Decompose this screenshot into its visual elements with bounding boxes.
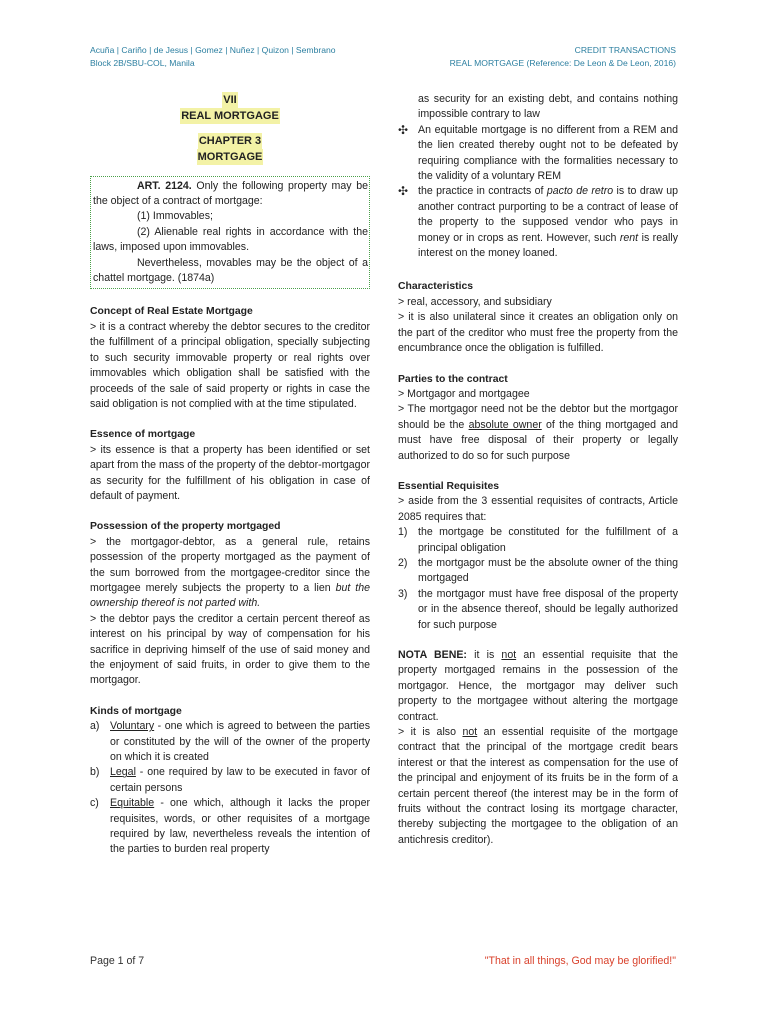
essence-heading: Essence of mortgage: [90, 429, 196, 441]
essence-text: > its essence is that a property has been identified or set apart from the mass of the property of the debtor-mortgagor as security for the fulfillment of his obligation in case of default of payment.: [90, 443, 370, 502]
kind-text: - one required by law to be executed in favor of certain persons: [110, 766, 370, 794]
nota-text: an essential requisite that the property mortgaged remains in the possession of the mortgagor. Hence, the mortgagor may deliver such property to the mortgagee without altering the mortgage contract.: [398, 649, 679, 723]
requisite-text: the mortgagor must be the absolute owner of the thing mortgaged: [418, 556, 678, 585]
nota-underline: not: [501, 649, 517, 661]
title-main: REAL MORTGAGE: [181, 110, 279, 123]
list-item: [398, 123, 678, 185]
article-item-1: (1) Immovables;: [137, 210, 213, 223]
list-marker: b): [90, 766, 100, 779]
bullet-text: An equitable mortgage is no different from a REM and the lien created thereby ought not to be defeated by requiring compliance with the formalities necessary to the validity of a voluntary REM: [418, 123, 678, 183]
nota-text: > it is also: [398, 726, 463, 739]
reference: REAL MORTGAGE (Reference: De Leon & De Leon, 2016): [449, 58, 676, 68]
list-item: [90, 796, 370, 858]
possession-text-2: > the debtor pays the creditor a certain percent thereof as interest on his principal by way of compensation for his sacrifice in depriving himself of the use of said money and the enjoyment of said fruits, in order to give them to the mortgagor.: [90, 612, 370, 687]
bullet-text: is really interest on the money loaned.: [418, 231, 678, 260]
possession-text-1a: > the mortgagor-debtor, as a general rule, retains possession of the property mortgaged as the payment of the sum borrowed from the mortgagee-creditor since the mortgagee merely subjects the property to a lien: [90, 535, 370, 594]
parties-heading: Parties to the contract: [398, 373, 508, 385]
list-item: [398, 525, 678, 556]
requisites-heading: Essential Requisites: [398, 480, 500, 492]
kind-text: - one which, although it lacks the proper requisites, words, or other requisites of a mortgage required by law, nevertheless reveals the intention of the parties to burden real property: [110, 797, 370, 856]
kind-term: Legal: [110, 766, 136, 779]
cross-bullet-icon: ✣: [398, 184, 409, 199]
characteristics-line-1: > real, accessory, and subsidiary: [398, 295, 552, 308]
characteristics-section: [398, 279, 678, 356]
concept-section: [90, 304, 370, 412]
parties-underline: absolute owner: [468, 418, 542, 431]
article-closing: Nevertheless, movables may be the object of a chattel mortgage. (1874a): [93, 256, 368, 285]
article-item-2: (2) Alienable real rights in accordance with the laws, imposed upon immovables.: [93, 225, 368, 254]
possession-heading: Possession of the property mortgaged: [90, 521, 281, 533]
chapter-title: MORTGAGE: [197, 151, 263, 164]
nota-bene-section: [398, 648, 678, 848]
equitable-bullets: [398, 123, 678, 262]
kind-term: Voluntary: [110, 720, 155, 733]
parties-section: [398, 372, 678, 464]
kinds-section: [90, 704, 370, 858]
concept-heading: Concept of Real Estate Mortgage: [90, 306, 253, 318]
possession-text-1-italic: but the ownership thereof is not parted with.: [90, 581, 370, 610]
list-marker: 1): [398, 526, 408, 539]
possession-text-1: [90, 535, 370, 612]
list-marker: a): [90, 720, 100, 733]
block-info: Block 2B/SBU-COL, Manila: [90, 58, 195, 68]
chapter-label: CHAPTER 3: [198, 134, 262, 147]
requisite-text: the mortgage be constituted for the fulfillment of a principal obligation: [418, 526, 678, 554]
essence-section: [90, 427, 370, 504]
kind-text: - one which is agreed to between the parties or constituted by the will of the owner of the property on which it is created: [110, 720, 370, 764]
header-right: [450, 44, 676, 70]
list-item: [90, 765, 370, 796]
bullet-text: is to draw up another contract purporting to be a contract of lease of the property to the supposed vendor who pays in money or in crops as rent. However, such: [418, 185, 678, 244]
requisites-intro: > aside from the 3 essential requisites of contracts, Article 2085 requires that:: [398, 495, 678, 523]
nota-underline: not: [462, 726, 478, 739]
concept-text: > it is a contract whereby the debtor secures to the creditor the fulfillment of a principal obligation, specially subjecting to such security immovable property or real rights over immovables which obligation shall be satisfied with the proceeds of the sale of said property or rights in case the said obligation is not complied with at the time stipulated.: [90, 320, 370, 410]
title-roman: VII: [223, 94, 237, 106]
requisites-list: [398, 525, 678, 633]
characteristics-line-2: > it is also unilateral since it creates an obligation only on the part of the creditor who must free the property from the encumbrance once the obligation is fulfilled.: [398, 311, 678, 355]
authors: Acuña | Cariño | de Jesus | Gomez | Nuñez | Quizon | Sembrano: [90, 45, 336, 55]
list-marker: 3): [398, 587, 408, 600]
nota-bene-p2: [398, 725, 678, 848]
left-column: [90, 92, 370, 858]
cross-bullet-icon: ✣: [398, 122, 409, 137]
bullet-italic: pacto de retro: [546, 185, 614, 198]
list-marker: 2): [398, 556, 408, 569]
kinds-heading: Kinds of mortgage: [90, 705, 182, 717]
parties-text: of the thing mortgaged and must have free disposal of their property or legally authorized to do so for such purpose: [398, 418, 678, 462]
characteristics-heading: Characteristics: [398, 281, 474, 293]
list-item: [398, 556, 678, 587]
requisites-section: [398, 479, 678, 633]
nota-text: an essential requisite of the mortgage contract that the principal of the mortgage credit bears interest or that the interest as compensation for the use of the principal and enjoyment of its fruits be in the form of a certain percent thereof (the interest may be in the form of fruits without the contract losing its mortgage character, thereby subjecting the mortgagee to the obligation of an antichresis creditor).: [398, 726, 678, 846]
page-number: Page 1 of 7: [90, 955, 145, 967]
parties-line-2: [398, 402, 678, 464]
list-marker: c): [90, 797, 99, 810]
kind-term: Equitable: [110, 797, 155, 810]
article-label: ART. 2124.: [137, 179, 192, 192]
nota-text: it is: [466, 649, 502, 661]
nota-bene-p1: [398, 648, 678, 725]
footer-quote: "That in all things, God may be glorified!": [484, 955, 676, 967]
possession-section: [90, 519, 370, 688]
parties-text: > The mortgagor need not be the debtor but the mortgagor should be the: [398, 403, 678, 431]
kinds-list: [90, 719, 370, 858]
right-column: [398, 92, 678, 848]
nota-bene-label: NOTA BENE:: [398, 649, 467, 661]
article-box: [90, 176, 370, 290]
subject: CREDIT TRANSACTIONS: [574, 45, 676, 55]
article-intro: Only the following property may be the object of a contract of mortgage:: [93, 179, 368, 208]
list-item: [90, 719, 370, 765]
requisite-text: the mortgagor must have free disposal of the property or in the absence thereof, should be legally authorized for such purpose: [418, 587, 678, 631]
parties-line-1: > Mortgagor and mortgagee: [398, 387, 530, 400]
list-item: [398, 587, 678, 633]
equitable-continued: as security for an existing debt, and contains nothing impossible contrary to law: [418, 93, 678, 121]
bullet-italic: rent: [619, 231, 639, 244]
list-item: [398, 184, 678, 261]
bullet-text: the practice in contracts of: [418, 185, 547, 198]
header-left: [90, 44, 336, 70]
